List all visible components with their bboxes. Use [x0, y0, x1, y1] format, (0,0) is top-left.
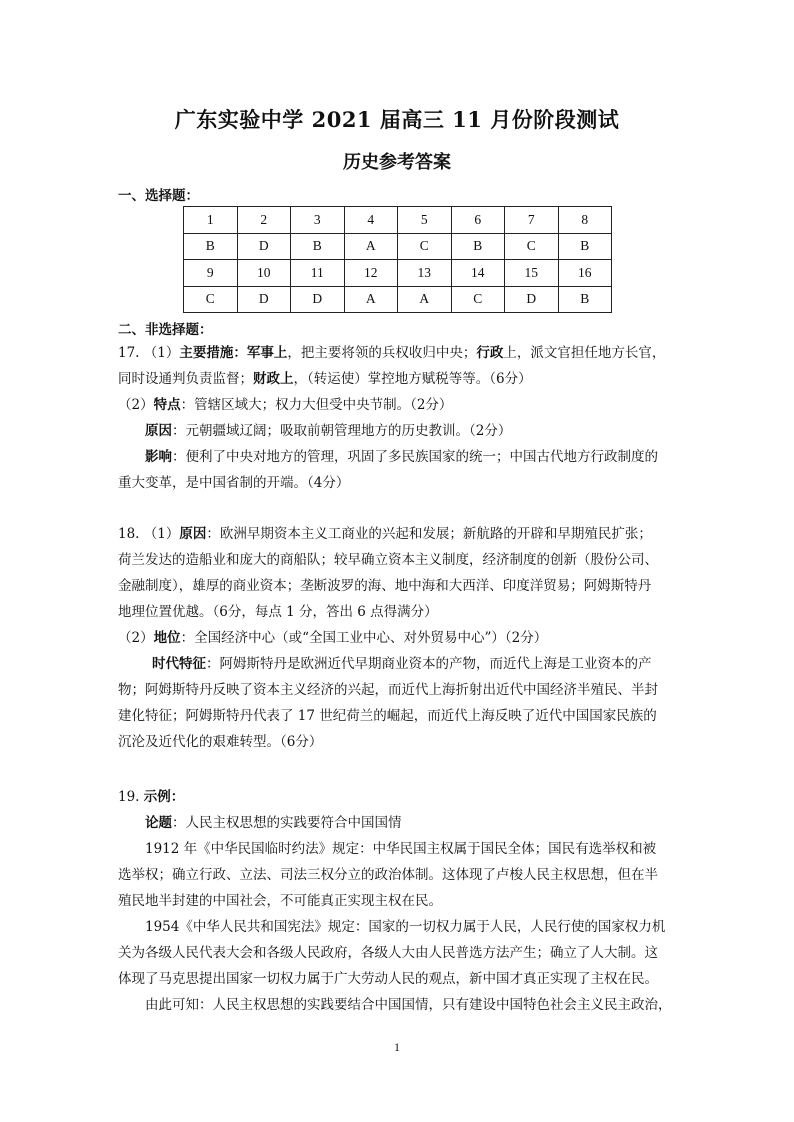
question-18: [118, 521, 678, 755]
text-run: ：元朝疆域辽阔；吸取前朝管理地方的历史教训。（2分）: [172, 423, 512, 439]
table-cell: B: [558, 233, 612, 260]
text-line: [118, 392, 678, 418]
table-cell: 9: [184, 260, 238, 287]
text-line: [118, 625, 678, 651]
text-line: 体现了马克思提出国家一切权力属于广大劳动人民的观点，新中国才真正实现了主权在民。: [118, 971, 658, 987]
text-line: 1912 年《中华民国临时约法》规定：中华民国主权属于国民全体；国民有选举权和被: [145, 841, 657, 857]
text-line: [118, 521, 678, 547]
bold-run: 财政上: [253, 371, 294, 387]
text-run: ：便利了中央对地方的管理，巩固了多民族国家的统一；中国古代地方行政制度的: [172, 449, 658, 465]
table-cell: B: [291, 233, 345, 260]
text-line: [118, 651, 678, 677]
bold-run: 示例：: [143, 789, 185, 805]
table-cell: B: [451, 233, 505, 260]
text-run: ：管辖区域大；权力大但受中央节制。（2分）: [180, 397, 453, 413]
text-line: 建化特征；阿姆斯特丹代表了 17 世纪荷兰的崛起，而近代上海反映了近代中国国家民族的: [118, 708, 657, 724]
table-cell: A: [398, 286, 452, 313]
table-row: [184, 207, 612, 234]
bold-run: 论题: [145, 815, 172, 831]
text-line: 选举权；确立行政、立法、司法三权分立的政治体制。这体现了卢梭人民主权思想，但在半: [118, 867, 658, 883]
text-line: 物；阿姆斯特丹反映了资本主义经济的兴起，而近代上海折射出近代中国经济半殖民、半封: [118, 682, 658, 698]
table-row: [184, 286, 612, 313]
table-cell: 7: [505, 207, 559, 234]
text-run: 18. （1）: [118, 526, 180, 542]
table-cell: C: [184, 286, 238, 313]
text-run: 19.: [118, 789, 144, 805]
table-cell: 5: [398, 207, 452, 234]
table-cell: C: [398, 233, 452, 260]
table-cell: 1: [184, 207, 238, 234]
question-19: [118, 784, 678, 1018]
table-cell: 14: [451, 260, 505, 287]
text-run: ，把主要将领的兵权收归中央；: [287, 345, 477, 361]
text-run: ：全国经济中心（或“全国工业中心、对外贸易中心”）（2分）: [180, 630, 548, 646]
text-run: （2）: [118, 397, 154, 413]
text-line: 荷兰发达的造船业和庞大的商船队；较早确立资本主义制度，经济制度的创新（股份公司、: [118, 552, 658, 568]
table-row: [184, 233, 612, 260]
table-cell: B: [558, 286, 612, 313]
table-cell: B: [184, 233, 238, 260]
text-line: 重大变革，是中国省制的开端。（4分）: [118, 475, 350, 491]
text-line: 沉沦及近代化的艰难转型。（6分）: [118, 734, 323, 750]
table-cell: A: [344, 233, 398, 260]
table-row: [184, 260, 612, 287]
bold-run: 地位: [153, 630, 181, 646]
table-cell: 8: [558, 207, 612, 234]
table-cell: 4: [344, 207, 398, 234]
text-line: 地理位置优越。（6分，每点 1 分，答出 6 点得满分）: [118, 604, 438, 620]
table-cell: D: [237, 233, 291, 260]
page-number: 1: [394, 1040, 400, 1054]
table-cell: 10: [237, 260, 291, 287]
bold-run: 特点: [153, 397, 181, 413]
text-line: 关为各级人民代表大会和各级人民政府，各级人大由人民普选方法产生；确立了人大制。这: [118, 945, 658, 961]
text-line: 1954《中华人民共和国宪法》规定：国家的一切权力属于人民，人民行使的国家权力机: [145, 919, 666, 935]
text-run: ：欧洲早期资本主义工商业的兴起和发展；新航路的开辟和早期殖民扩张；: [206, 526, 652, 542]
bold-run: 原因: [179, 526, 207, 542]
section-non-choice-heading: 二、非选择题：: [118, 322, 213, 338]
bold-run: 行政: [476, 345, 504, 361]
text-run: 上，派文官担任地方长官，: [503, 345, 666, 361]
document-subtitle: 历史参考答案: [343, 152, 451, 173]
text-run: 同时设通判负责监督；: [118, 371, 253, 387]
table-cell: 13: [398, 260, 452, 287]
text-line: 殖民地半封建的中国社会，不可能真正实现主权在民。: [118, 893, 442, 909]
text-line: [118, 366, 678, 392]
text-run: ，（转运使）掌控地方赋税等等。（6分）: [293, 371, 532, 387]
document-title: 广东实验中学 2021 届高三 11 月份阶段测试: [174, 107, 620, 132]
text-run: （2）: [118, 630, 154, 646]
table-cell: C: [451, 286, 505, 313]
text-run: ：人民主权思想的实践要符合中国国情: [172, 815, 402, 831]
table-cell: 2: [237, 207, 291, 234]
bold-run: 原因: [145, 423, 172, 439]
table-cell: 16: [558, 260, 612, 287]
table-cell: 11: [291, 260, 345, 287]
answer-table: [183, 206, 612, 313]
text-line: [118, 418, 678, 444]
bold-run: 时代特征: [152, 656, 206, 672]
bold-run: 影响: [145, 449, 172, 465]
table-cell: C: [505, 233, 559, 260]
table-cell: D: [505, 286, 559, 313]
text-run: 17. （1）: [118, 345, 180, 361]
bold-run: 主要措施：军事上: [179, 345, 288, 361]
table-cell: D: [291, 286, 345, 313]
text-line: [118, 810, 678, 836]
table-cell: D: [237, 286, 291, 313]
table-cell: 6: [451, 207, 505, 234]
text-line: 金融制度），雄厚的商业资本；垄断波罗的海、地中海和大西洋、印度洋贸易；阿姆斯特丹: [118, 578, 652, 594]
table-cell: 3: [291, 207, 345, 234]
table-cell: A: [344, 286, 398, 313]
text-line: [118, 444, 678, 470]
table-cell: 12: [344, 260, 398, 287]
text-line: 由此可知：人民主权思想的实践要结合中国国情，只有建设中国特色社会主义民主政治，: [145, 997, 672, 1013]
text-line: [118, 340, 678, 366]
text-run: ：阿姆斯特丹是欧洲近代早期商业资本的产物，而近代上海是工业资本的产: [206, 656, 652, 672]
section-multiple-choice-heading: 一、选择题：: [118, 188, 199, 204]
text-line: [118, 784, 678, 810]
question-17: [118, 340, 678, 496]
table-cell: 15: [505, 260, 559, 287]
